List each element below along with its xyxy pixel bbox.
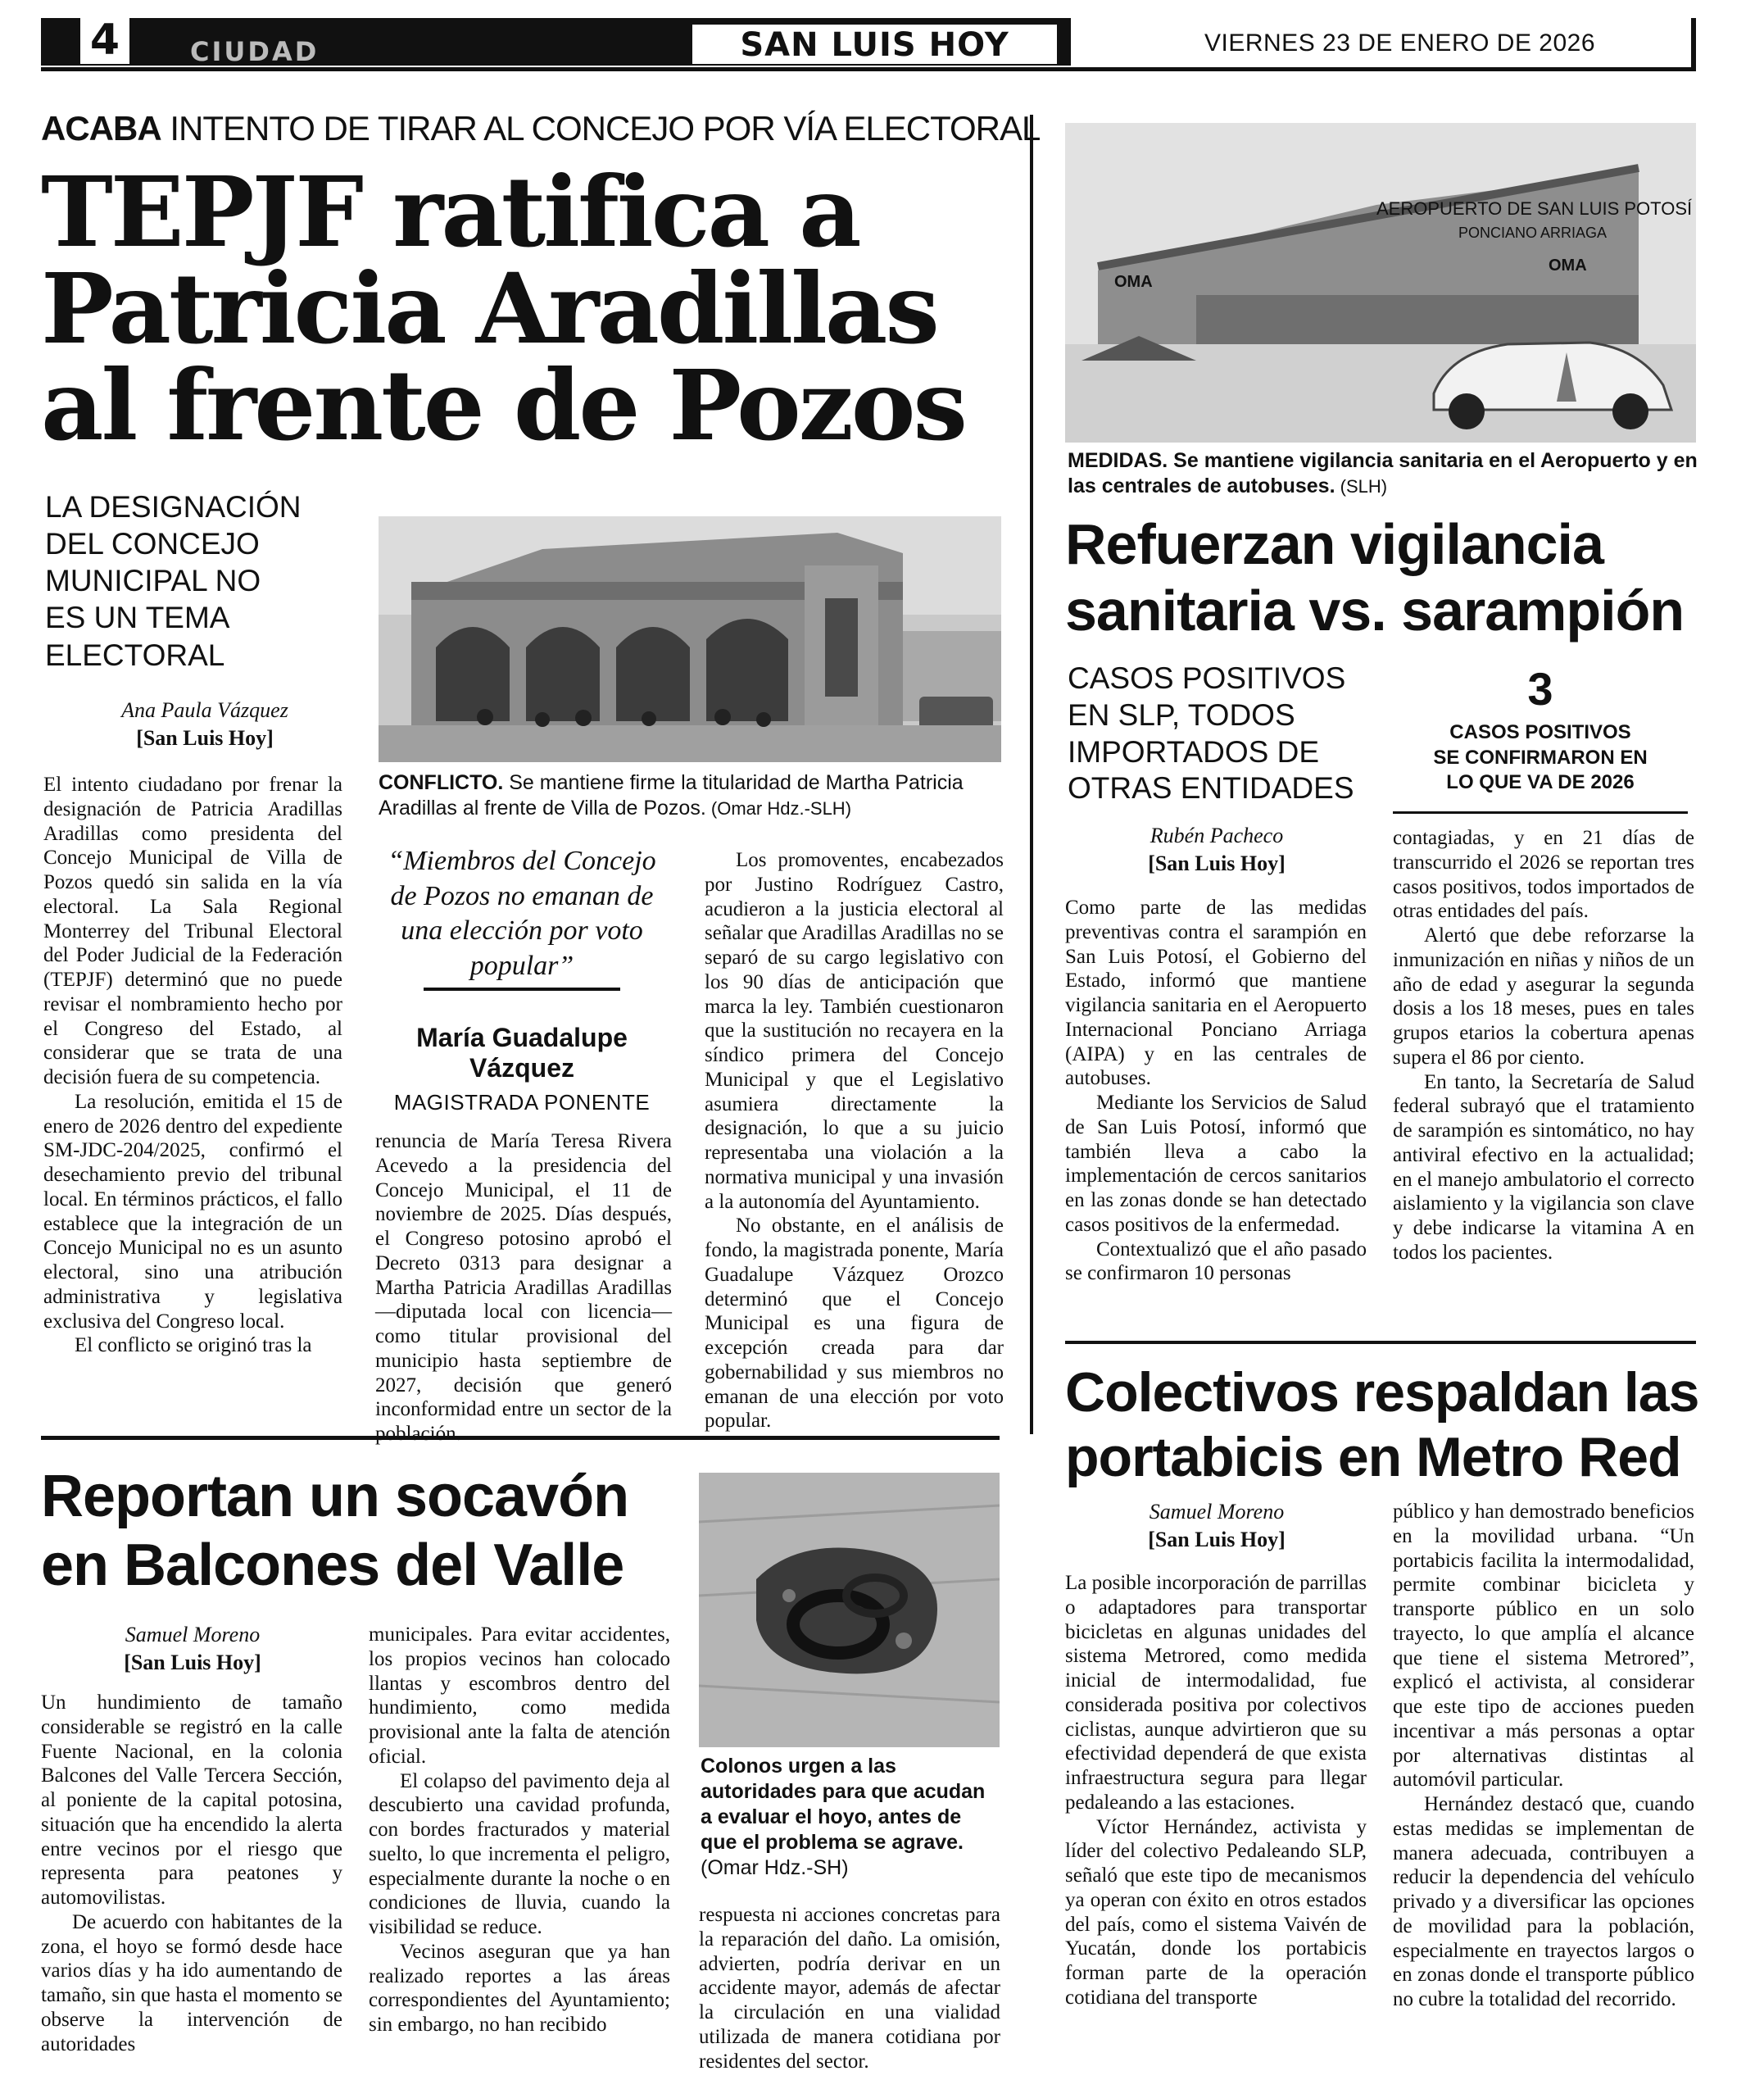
paragraph: Contextualizó que el año pasado se confirmaron 10 personas: [1065, 1237, 1367, 1285]
building-illustration: [379, 516, 1001, 762]
byline: [41, 1623, 344, 1675]
paragraph: Los promoventes, encabezados por Justino Rodríguez Castro, acudieron a la justicia electoral al señalar que Aradillas Aradillas no se separó de su cargo legislativo con los 90 días de anticipación que marca la ley. También cuestionaron que la sustitución no recayera en la síndico primera del Concejo Municipal y que el Legislativo asumiera directamente la designación, lo que a su juicio representaba una violación a la normativa municipal y una invasión a la autonomía del Ayuntamiento.: [705, 849, 1004, 1213]
stat-line: LO QUE VA DE 2026: [1446, 771, 1635, 794]
socavon-body-col2: [369, 1623, 670, 2037]
main-headline: [41, 155, 1024, 462]
caption-credit: (SLH): [1335, 476, 1388, 497]
quote-rule: [424, 988, 620, 991]
section-name: CIUDAD: [190, 36, 320, 67]
deck-line: LA DESIGNACIÓN: [45, 490, 302, 524]
deck-line: ES UN TEMA: [45, 601, 230, 635]
sarampion-deck: [1068, 661, 1395, 807]
stat-rule: [1393, 811, 1688, 814]
headline-line: Patricia Aradillas: [41, 252, 937, 366]
sarampion-headline: [1065, 511, 1704, 644]
colectivos-body-col2: [1393, 1500, 1694, 2012]
airport-caption: [1068, 448, 1698, 500]
byline-outlet: [San Luis Hoy]: [124, 1651, 261, 1674]
byline-outlet: [San Luis Hoy]: [136, 726, 274, 750]
stat-line: SE CONFIRMARON EN: [1433, 746, 1648, 769]
main-body-col1: [43, 773, 342, 1358]
paragraph: Víctor Hernández, activista y líder del colectivo Pedaleando SLP, señaló que este tipo de mecanismos ya operan con éxito en otros estados del país, como el sistema Vaivén de Yucatán, donde los portabicis forman parte de la operación cotidiana del transporte: [1065, 1815, 1367, 2009]
paragraph: En tanto, la Secretaría de Salud federal subrayó que el tratamiento de sarampión es sintomático, no hay antiviral efectivo en la actualidad; en el manejo ambulatorio el correcto aislamiento y la vigilancia son clave y debe indicarse la vitamina A en todos los pacientes.: [1393, 1070, 1694, 1264]
byline-name: Samuel Moreno: [1149, 1500, 1285, 1524]
header-end-rule: [1691, 18, 1696, 71]
socavon-body-col3: [699, 1903, 1000, 2073]
paragraph: La posible incorporación de parrillas o adaptadores para transportar bicicletas en algunas unidades del sistema Metrored, como medida inicial de intermodalidad, fue considerada positiva por colectivos ciclistas, aunque advirtieron que su efectividad dependerá de que exista infraestructura segura para llegar pedaleando a las estaciones.: [1065, 1572, 1367, 1814]
oma-logo: OMA: [1114, 273, 1153, 291]
sarampion-body-col2: [1393, 826, 1694, 1265]
caption-label: CONFLICTO.: [379, 771, 504, 794]
header-rule: [41, 67, 1696, 71]
headline-line: Colectivos respaldan las: [1065, 1361, 1699, 1424]
headline-line: al frente de Pozos: [41, 348, 965, 462]
deck-line: OTRAS ENTIDADES: [1068, 771, 1354, 806]
paragraph: municipales. Para evitar accidentes, los propios vecinos han colocado llantas y escombros dentro del hundimiento, como medida provisional ante la falta de atención oficial.: [369, 1623, 670, 1768]
headline-line: Refuerzan vigilancia: [1065, 512, 1603, 576]
kicker: [41, 109, 1040, 148]
headline-line: Reportan un socavón: [41, 1464, 629, 1529]
paragraph: renuncia de María Teresa Rivera Acevedo a la presidencia del Concejo Municipal, el 11 de noviembre de 2025. Días después, el Congreso potosino aprobó el Decreto 0313 para designar a Martha Patricia Aradillas Aradillas —diputada local con licencia— como titular provisional del municipio hasta septiembre de 2027, decisión que generó inconformidad entre un sector de la población.: [375, 1130, 672, 1445]
deck-line: EN SLP, TODOS: [1068, 697, 1295, 732]
colectivos-body-col1: [1065, 1571, 1367, 2010]
oma-logo: OMA: [1549, 257, 1587, 275]
byline-name: Ana Paula Vázquez: [121, 698, 288, 722]
socavon-body-col1: [41, 1691, 342, 2056]
stat-line: CASOS POSITIVOS: [1449, 721, 1631, 743]
caption-text: Se mantiene vigilancia sanitaria en el Aeropuerto y en las centrales de autobuses.: [1068, 449, 1698, 498]
paragraph: Como parte de las medidas preventivas contra el sarampión en San Luis Potosí, el Gobierno del Estado, informó que mantiene vigilancia sanitaria en el Aeropuerto Internacional Ponciano Arriaga (AIPA) y en las centrales de autobuses.: [1065, 897, 1367, 1090]
kicker-text: INTENTO DE TIRAR AL CONCEJO POR VÍA ELECTORAL: [161, 109, 1041, 148]
stat-box: [1393, 662, 1688, 796]
main-deck: [45, 488, 365, 674]
byline-name: Samuel Moreno: [125, 1623, 261, 1646]
deck-line: CASOS POSITIVOS: [1068, 661, 1346, 695]
pull-quote: [379, 844, 665, 1115]
airport-sign: AEROPUERTO DE SAN LUIS POTOSÍ: [1376, 198, 1693, 219]
airport-illustration: [1065, 123, 1696, 443]
byline-name: Rubén Pacheco: [1150, 824, 1284, 847]
quote-text: “Miembros del Concejo de Pozos no emanan de una elección por voto popular”: [388, 846, 656, 981]
pothole-illustration: [699, 1473, 1000, 1747]
pothole-photo: [699, 1473, 1000, 1747]
main-photo: [379, 516, 1001, 762]
paragraph: público y han demostrado beneficios en la movilidad urbana. “Un portabicis facilita la intermodalidad, permite combinar bicicleta y transporte público en un solo trayecto, lo que amplía el alcance que tiene el sistema Metrored”, explicó el activista, al considerar que este tipo de acciones pueden incentivar a más personas a optar por alternativas distintas al automóvil particular.: [1393, 1501, 1694, 1791]
paragraph: El colapso del pavimento deja al descubierto una cavidad profunda, con bordes fracturados y material suelto, lo que incrementa el peligro, especialmente durante la noche o en condiciones de lluvia, cuando la visibilidad se reduce.: [369, 1769, 670, 1938]
caption-credit: (Omar Hdz.-SLH): [705, 798, 852, 820]
deck-line: MUNICIPAL NO: [45, 564, 261, 598]
page-number: 4: [80, 15, 129, 64]
byline: [1065, 824, 1368, 876]
column-divider: [1030, 115, 1033, 1434]
newspaper-name: SAN LUIS HOY: [692, 25, 1057, 64]
paragraph: Mediante los Servicios de Salud de San Luis Potosí, informó que también lleva a cabo la implementación de cercos sanitarios en las zonas donde se han detectado casos positivos de la enfermedad.: [1065, 1092, 1367, 1236]
kicker-bold: ACABA: [41, 109, 161, 148]
socavon-headline: [41, 1463, 696, 1600]
quote-author: María Guadalupe Vázquez: [416, 1023, 628, 1083]
headline-line: TEPJF ratifica a: [41, 155, 859, 269]
byline: [1065, 1500, 1368, 1552]
airport-photo: [1065, 123, 1696, 443]
deck-line: ELECTORAL: [45, 638, 225, 672]
deck-line: IMPORTADOS DE: [1068, 734, 1320, 769]
caption-text: Se mantiene firme la titularidad de Martha Patricia Aradillas al frente de Villa de Pozos.: [379, 771, 964, 820]
paragraph: No obstante, en el análisis de fondo, la magistrada ponente, María Guadalupe Vázquez Orozco determinó que el Concejo Municipal es una figura de excepción creada para dar gobernabilidad y sus miembros no emanan de una elección por voto popular.: [705, 1215, 1004, 1433]
paragraph: Vecinos aseguran que ya han realizado reportes a las áreas correspondientes del Ayuntamiento; sin embargo, no han recibido: [369, 1940, 670, 2036]
main-photo-caption: [379, 770, 1001, 822]
main-body-col3: [705, 848, 1004, 1433]
byline-outlet: [San Luis Hoy]: [1148, 851, 1286, 875]
headline-line: portabicis en Metro Red: [1065, 1425, 1681, 1488]
paragraph: Hernández destacó que, cuando estas medidas se implementan de manera adecuada, contribuyen a reducir la dependencia del vehículo privado y a diversificar las opciones de movilidad para la población, especialmente en trayectos largos o en zonas donde el transporte público no cubre la totalidad del recorrido.: [1393, 1793, 1694, 2010]
airport-sign: PONCIANO ARRIAGA: [1458, 225, 1608, 241]
pothole-caption: [701, 1754, 1000, 1881]
section-divider: [1065, 1341, 1696, 1344]
paragraph: Un hundimiento de tamaño considerable se registró en la calle Fuente Nacional, en la colonia Balcones del Valle Tercera Sección, al poniente de la capital potosina, situación que ha encendido la alerta entre vecinos por el riesgo que representa para peatones y automovilistas.: [41, 1692, 342, 1909]
byline: [45, 698, 365, 751]
caption-text: Colonos urgen a las autoridades para que acudan a evaluar el hoyo, antes de que el problema se agrave.: [701, 1755, 986, 1854]
main-body-col2: [375, 1129, 672, 1446]
byline-outlet: [San Luis Hoy]: [1148, 1528, 1286, 1551]
paragraph: La resolución, emitida el 15 de enero de 2026 dentro del expediente SM-JDC-204/2025, confirmó el desechamiento previo del tribunal local. En términos prácticos, el fallo establece que la integración de un Concejo Municipal no es un asunto electoral, sino una atribución administrativa y legislativa exclusiva del Congreso local.: [43, 1090, 342, 1333]
deck-line: DEL CONCEJO: [45, 527, 260, 561]
colectivos-headline: [1065, 1360, 1704, 1490]
headline-line: en Balcones del Valle: [41, 1532, 624, 1598]
sarampion-body-col1: [1065, 896, 1367, 1286]
caption-label: MEDIDAS.: [1068, 449, 1168, 472]
issue-date: VIERNES 23 DE ENERO DE 2026: [1204, 30, 1596, 57]
paragraph: contagiadas, y en 21 días de transcurrido el 2026 se reportan tres casos positivos, todos importados de otras entidades del país.: [1393, 827, 1694, 923]
paragraph: respuesta ni acciones concretas para la reparación del daño. La omisión, advierten, podría derivar en un accidente mayor, además de afectar la circulación en una vialidad utilizada de manera cotidiana por residentes del sector.: [699, 1904, 1000, 2073]
paragraph: Alertó que debe reforzarse la inmunización en niñas y niños de un año de edad y asegurar la segunda dosis a los 18 meses, pues en tales grupos etarios la cobertura apenas supera el 86 por ciento.: [1393, 924, 1694, 1069]
paragraph: De acuerdo con habitantes de la zona, el hoyo se formó desde hace varios días y ha ido aumentando de tamaño, sin que hasta el momento se observe la intervención de autoridades: [41, 1910, 342, 2055]
caption-credit: (Omar Hdz.-SH): [701, 1856, 849, 1879]
paragraph: El intento ciudadano por frenar la designación de Patricia Aradillas Aradillas como presidenta del Concejo Municipal de Villa de Pozos quedó sin salida en la vía electoral. La Sala Regional Monterrey del Tribunal Electoral del Poder Judicial de la Federación (TEPJF) determinó que no puede revisar el nombramiento hecho por el Congreso del Estado, al considerar que se trata de una decisión fuera de su competencia.: [43, 774, 342, 1088]
headline-line: sanitaria vs. sarampión: [1065, 579, 1685, 643]
quote-role: MAGISTRADA PONENTE: [393, 1089, 651, 1115]
paragraph: El conflicto se originó tras la: [75, 1334, 312, 1357]
stat-value: 3: [1527, 663, 1553, 715]
